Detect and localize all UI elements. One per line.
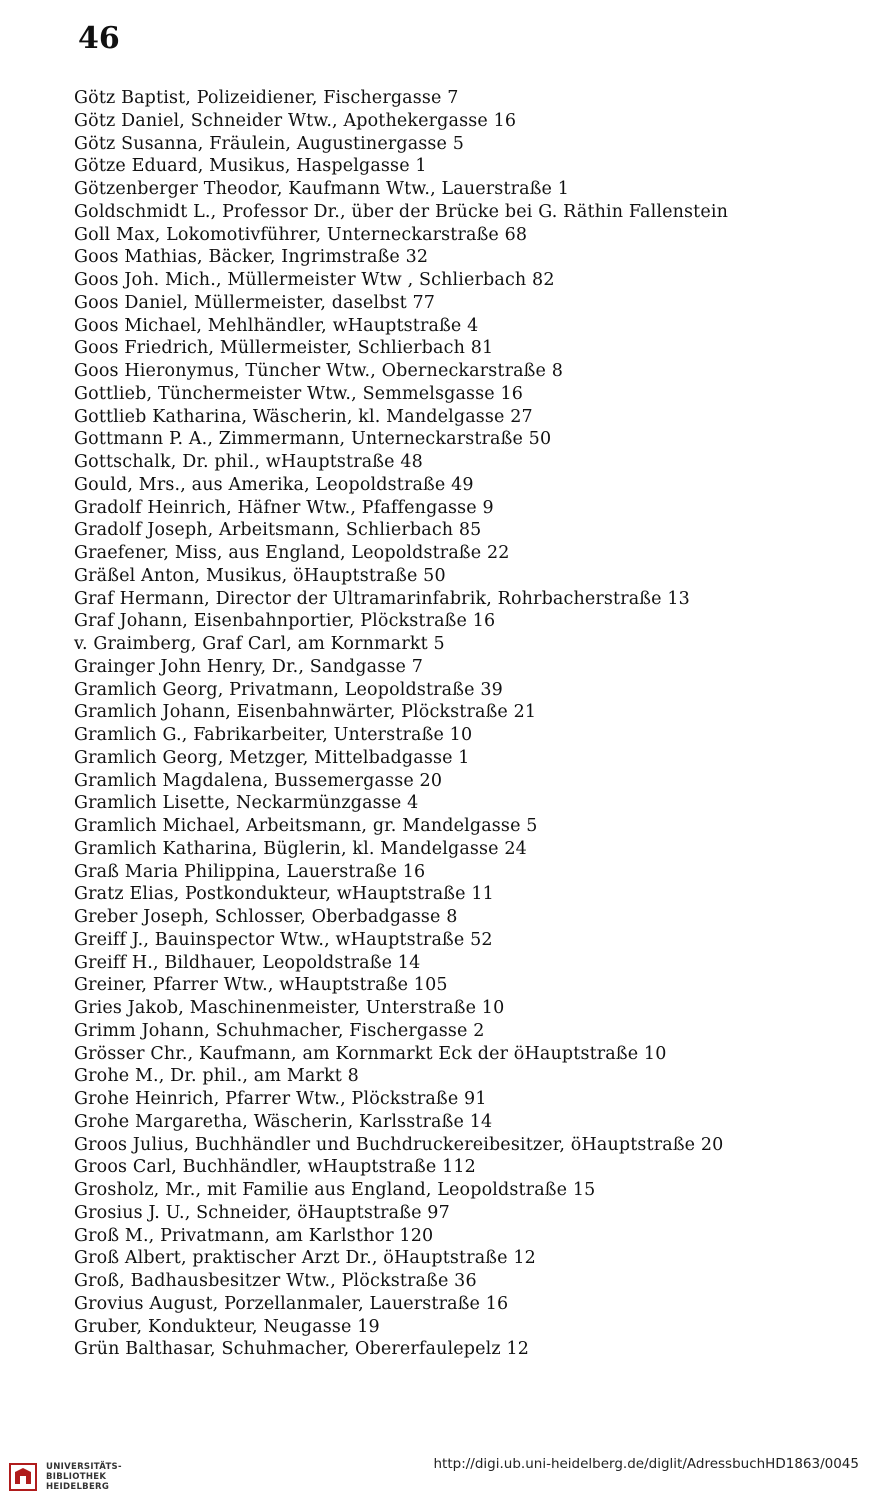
directory-entry: Gould, Mrs., aus Amerika, Leopoldstraße 49 [74,474,474,495]
directory-entry: Gramlich G., Fabrikarbeiter, Unterstraße 10 [74,725,473,745]
directory-entry: Gradolf Joseph, Arbeitsmann, Schlierbach 85 [74,520,482,541]
directory-entry: Gottmann P. A., Zimmermann, Unterneckarstraße 50 [74,429,552,450]
directory-entry: Gramlich Lisette, Neckarmünzgasse 4 [74,793,419,814]
directory-entry: Grün Balthasar, Schuhmacher, Obererfaulepelz 12 [74,1339,530,1360]
directory-entry: Grösser Chr., Kaufmann, am Kornmarkt Eck der öHauptstraße 10 [74,1043,667,1064]
directory-entry: Gottlieb, Tünchermeister Wtw., Semmelsgasse 16 [74,383,524,404]
directory-entry: Gramlich Georg, Privatmann, Leopoldstraße 39 [74,679,503,700]
directory-entry: Grovius August, Porzellanmaler, Lauerstraße 16 [74,1293,509,1314]
directory-entry: Goos Michael, Mehlhändler, wHauptstraße 4 [74,315,479,336]
directory-entry: Goldschmidt L., Professor Dr., über der Brücke bei G. Räthin Fallenstein [74,201,729,222]
directory-entry: Götze Eduard, Musikus, Haspelgasse 1 [74,156,427,177]
logo-text-line: BIBLIOTHEK [46,1472,107,1482]
directory-entry: Götz Baptist, Polizeidiener, Fischergasse 7 [74,88,459,108]
directory-entry: Graf Johann, Eisenbahnportier, Plöckstraße 16 [74,611,496,632]
directory-entry: Goos Mathias, Bäcker, Ingrimstraße 32 [74,247,429,268]
directory-entry: Groß M., Privatmann, am Karlsthor 120 [74,1225,434,1246]
directory-entry: Grohe M., Dr. phil., am Markt 8 [74,1066,359,1087]
directory-entry: Greiff H., Bildhauer, Leopoldstraße 14 [74,952,421,973]
source-url-link[interactable]: http://digi.ub.uni-heidelberg.de/diglit/AdressbuchHD1863/0045 [433,1456,859,1472]
directory-entry: Groß, Badhausbesitzer Wtw., Plöckstraße 36 [74,1271,477,1291]
directory-entry: Gramlich Johann, Eisenbahnwärter, Plöckstraße 21 [74,702,537,723]
directory-entry: Groos Julius, Buchhändler und Buchdruckereibesitzer, öHauptstraße 20 [74,1134,724,1155]
directory-entry: Groos Carl, Buchhändler, wHauptstraße 112 [74,1157,476,1178]
directory-entry: Grosholz, Mr., mit Familie aus England, Leopoldstraße 15 [74,1180,596,1200]
directory-entry: Grohe Heinrich, Pfarrer Wtw., Plöckstraße 91 [74,1089,487,1109]
directory-entry: v. Graimberg, Graf Carl, am Kornmarkt 5 [74,634,445,654]
page-number: 46 [78,21,120,56]
logo-text-line: HEIDELBERG [46,1482,110,1492]
directory-entry: Gradolf Heinrich, Häfner Wtw., Pfaffengasse 9 [74,497,494,518]
directory-entry: Greiner, Pfarrer Wtw., wHauptstraße 105 [74,975,448,996]
directory-entry: Grohe Margaretha, Wäscherin, Karlsstraße 14 [74,1111,493,1132]
footer [0,1450,869,1510]
directory-entry: Greiff J., Bauinspector Wtw., wHauptstraße 52 [74,929,493,950]
directory-entry: Gramlich Michael, Arbeitsmann, gr. Mandelgasse 5 [74,816,538,836]
directory-entry: Gräßel Anton, Musikus, öHauptstraße 50 [74,565,446,586]
directory-entry: Goll Max, Lokomotivführer, Unterneckarstraße 68 [74,224,528,245]
library-logo [8,1458,128,1498]
directory-entry: Greber Joseph, Schlosser, Oberbadgasse 8 [74,907,458,927]
directory-entry: Goos Hieronymus, Tüncher Wtw., Oberneckarstraße 8 [74,361,564,381]
directory-entry: Goos Friedrich, Müllermeister, Schlierbach 81 [74,338,494,359]
directory-entry: Götz Susanna, Fräulein, Augustinergasse 5 [74,133,465,154]
directory-entry: Grainger John Henry, Dr., Sandgasse 7 [74,656,423,677]
directory-entry: Gramlich Katharina, Büglerin, kl. Mandelgasse 24 [74,838,527,859]
logo-text-line: UNIVERSITÄTS- [46,1462,122,1472]
directory-entries [74,87,864,1361]
directory-entry: Gries Jakob, Maschinenmeister, Unterstraße 10 [74,998,505,1018]
directory-entry: Graf Hermann, Director der Ultramarinfabrik, Rohrbacherstraße 13 [74,588,690,609]
directory-entry: Gottschalk, Dr. phil., wHauptstraße 48 [74,452,423,472]
directory-entry: Grosius J. U., Schneider, öHauptstraße 97 [74,1202,450,1223]
directory-entry: Gottlieb Katharina, Wäscherin, kl. Mandelgasse 27 [74,406,533,427]
directory-entry: Gramlich Georg, Metzger, Mittelbadgasse 1 [74,747,470,768]
directory-entry: Gruber, Kondukteur, Neugasse 19 [74,1316,380,1337]
directory-entry: Goos Joh. Mich., Müllermeister Wtw , Schlierbach 82 [74,270,555,290]
directory-entry: Götz Daniel, Schneider Wtw., Apothekergasse 16 [74,110,517,131]
directory-entry: Gratz Elias, Postkondukteur, wHauptstraße 11 [74,884,494,905]
university-seal-icon [8,1462,38,1492]
directory-entry: Grimm Johann, Schuhmacher, Fischergasse 2 [74,1020,485,1041]
directory-entry: Götzenberger Theodor, Kaufmann Wtw., Lauerstraße 1 [74,179,570,199]
directory-entry: Groß Albert, praktischer Arzt Dr., öHauptstraße 12 [74,1248,536,1269]
directory-entry: Gramlich Magdalena, Bussemergasse 20 [74,770,443,791]
directory-entry: Graefener, Miss, aus England, Leopoldstraße 22 [74,543,510,563]
directory-entry: Graß Maria Philippina, Lauerstraße 16 [74,861,426,882]
directory-entry: Goos Daniel, Müllermeister, daselbst 77 [74,292,436,313]
